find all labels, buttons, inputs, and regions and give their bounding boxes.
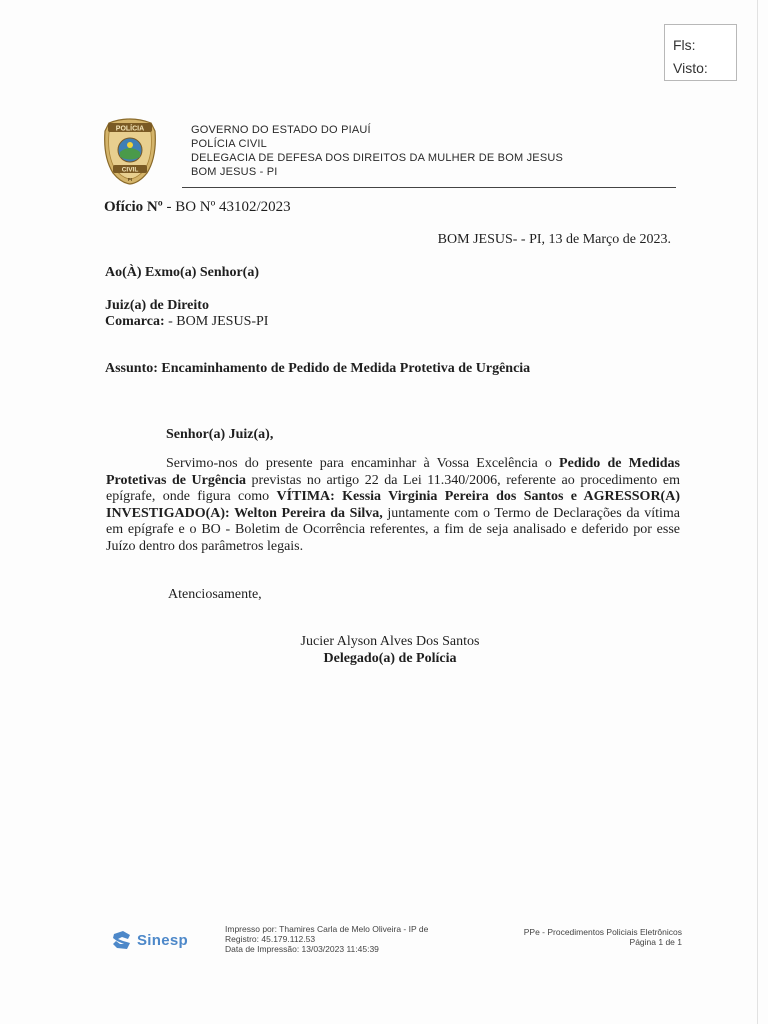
- body-paragraph: [106, 456, 680, 555]
- subject-line: Assunto: Encaminhamento de Pedido de Medida Protetiva de Urgência: [105, 361, 531, 376]
- signatory-name: Jucier Alyson Alves Dos Santos: [300, 634, 480, 649]
- letterhead: [191, 123, 563, 179]
- badge-state-text: PI: [127, 177, 133, 182]
- badge-bottom-text: CIVIL: [121, 166, 139, 174]
- print-info: [225, 924, 428, 954]
- salutation: Senhor(a) Juiz(a),: [166, 427, 274, 442]
- judge-block: [105, 298, 268, 330]
- letterhead-city: BOM JESUS - PI: [191, 166, 278, 178]
- print-date: Data de Impressão: 13/03/2023 11:45:39: [225, 944, 379, 954]
- page-edge-line: [757, 0, 758, 1024]
- body-bold-2: VÍTIMA: Kessia Virginia Pereira dos Santos e AGRESSOR(A) INVESTIGADO(A): Welton Pereira da Silva,: [106, 489, 680, 521]
- system-name: PPe - Procedimentos Policiais Eletrônicos: [523, 927, 682, 937]
- printed-by: Impresso por: Thamires Carla de Melo Oliveira - IP de: [225, 924, 429, 934]
- body-text-1: Servimo-nos do presente para encaminhar à Vossa Excelência o: [166, 456, 560, 471]
- signatory-role: Delegado(a) de Polícia: [323, 651, 457, 666]
- registro-ip: Registro: 45.179.112.53: [225, 934, 316, 944]
- system-info: [524, 927, 682, 947]
- sinesp-logo-icon: [111, 930, 133, 950]
- fls-label: Fls:: [673, 37, 696, 53]
- body-bold-1: Pedido de Medidas Protetivas de Urgência: [106, 456, 680, 488]
- letterhead-government: GOVERNO DO ESTADO DO PIAUÍ: [191, 124, 371, 136]
- oficio-bo-number: - BO Nº 43102/2023: [162, 199, 291, 215]
- addressee: Ao(À) Exmo(a) Senhor(a): [105, 265, 259, 280]
- comarca-label: Comarca:: [105, 314, 165, 329]
- comarca-value: - BOM JESUS-PI: [164, 314, 269, 329]
- body-text-2: previstas no artigo 22 da Lei 11.340/2006, referente ao procedimento em epígrafe, onde figura como: [106, 472, 680, 504]
- place-date: BOM JESUS- - PI, 13 de Março de 2023.: [437, 232, 671, 247]
- judge-title: Juiz(a) de Direito: [105, 298, 209, 313]
- policia-civil-badge-icon: [101, 117, 159, 185]
- visto-label: Visto:: [673, 60, 708, 76]
- oficio-label: Ofício Nº: [104, 199, 163, 215]
- sinesp-logo: [111, 928, 203, 952]
- closing: Atenciosamente,: [168, 587, 262, 602]
- sinesp-logo-text: Sinesp: [137, 931, 188, 949]
- letterhead-police: POLÍCIA CIVIL: [191, 138, 267, 150]
- badge-top-text: POLÍCIA: [115, 125, 145, 133]
- page-number: Página 1 de 1: [629, 937, 682, 947]
- fls-visto-box: [664, 24, 737, 81]
- body-text-3: juntamente com o Termo de Declarações da vítima em epígrafe e o BO - Boletim de Ocorrência referentes, a fim de seja analisado e deferido por esse Juízo dentro dos parâmetros legais.: [106, 505, 680, 554]
- signature-block: [260, 633, 520, 667]
- letterhead-divider: [182, 187, 676, 188]
- oficio-number: [104, 199, 291, 216]
- letterhead-delegacia: DELEGACIA DE DEFESA DOS DIREITOS DA MULHER DE BOM JESUS: [191, 152, 564, 164]
